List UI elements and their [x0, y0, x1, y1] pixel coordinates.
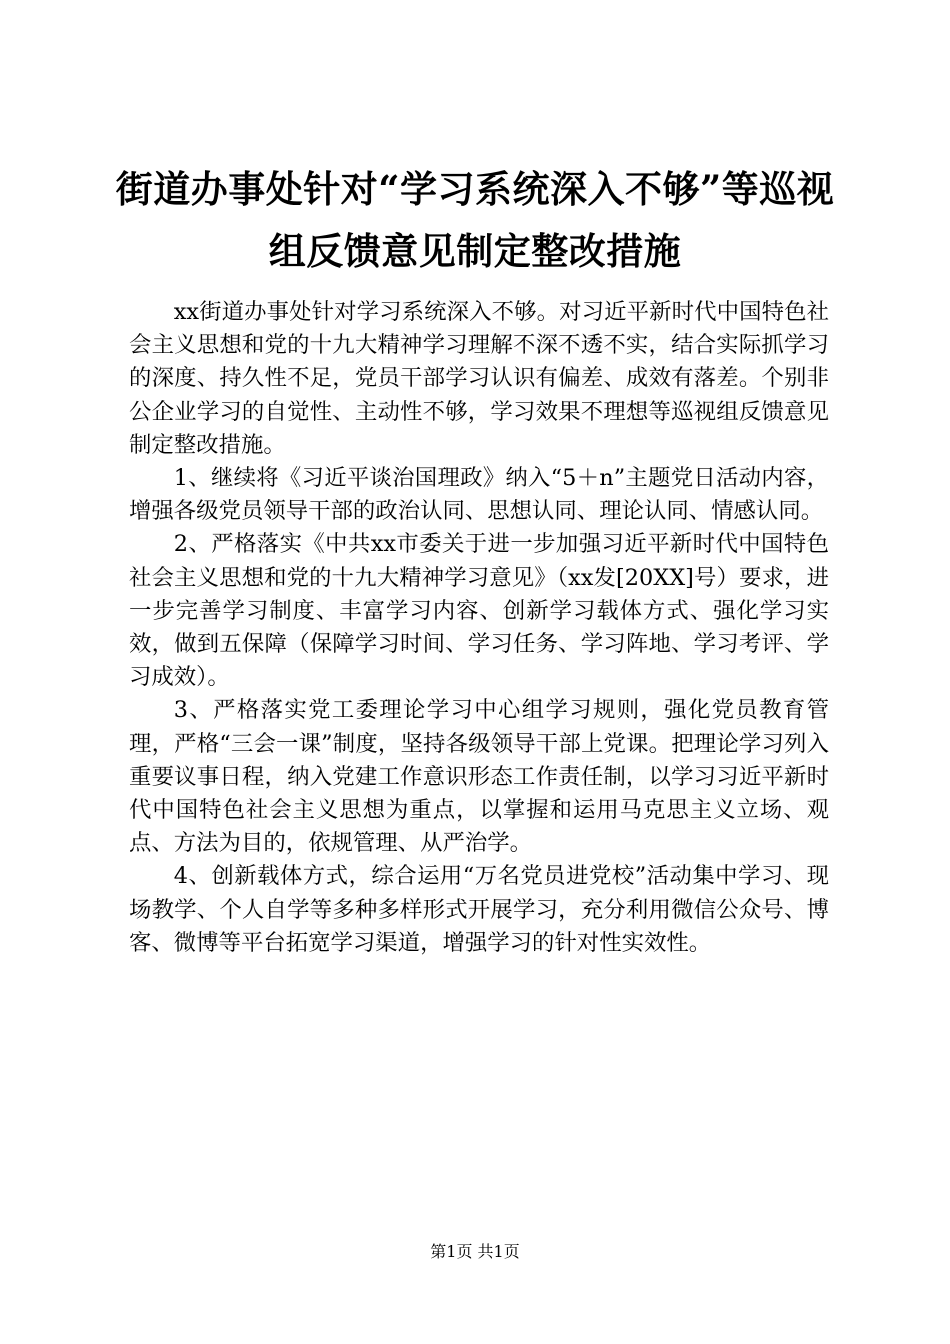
document-body — [129, 296, 829, 960]
measure-2-paragraph: 2、严格落实《中共xx市委关于进一步加强习近平新时代中国特色社会主义思想和党的十九大精神学习意见》（xx发[20XX]号）要求，进一步完善学习制度、丰富学习内容、创新学习载体方式、强化学习实效，做到五保障（保障学习时间、学习任务、学习阵地、学习考评、学习成效）。 — [129, 531, 829, 691]
intro-paragraph: xx街道办事处针对学习系统深入不够。对习近平新时代中国特色社会主义思想和党的十九大精神学习理解不深不透不实，结合实际抓学习的深度、持久性不足，党员干部学习认识有偏差、成效有落差。个别非公企业学习的自觉性、主动性不够，学习效果不理想等巡视组反馈意见制定整改措施。 — [129, 299, 829, 458]
title-line-1: 街道办事处针对“学习系统深入不够”等巡视 — [115, 167, 835, 211]
measure-1-paragraph: 1、继续将《习近平谈治国理政》纳入“5＋n”主题党日活动内容，增强各级党员领导干部的政治认同、思想认同、理论认同、情感认同。 — [129, 465, 829, 525]
measure-3-paragraph: 3、严格落实党工委理论学习中心组学习规则，强化党员教育管理，严格“三会一课”制度，坚持各级领导干部上党课。把理论学习列入重要议事日程，纳入党建工作意识形态工作责任制，以学习习近平新时代中国特色社会主义思想为重点，以掌握和运用马克思主义立场、观点、方法为目的，依规管理、从严治学。 — [129, 697, 829, 857]
title-line-2: 组反馈意见制定整改措施 — [268, 229, 682, 273]
measure-4-paragraph: 4、创新载体方式，综合运用“万名党员进党校”活动集中学习、现场教学、个人自学等多种多样形式开展学习，充分利用微信公众号、博客、微博等平台拓宽学习渠道，增强学习的针对性实效性。 — [129, 863, 829, 956]
page-footer: 第1页 共1页 — [430, 1242, 520, 1261]
document-title — [100, 158, 850, 282]
